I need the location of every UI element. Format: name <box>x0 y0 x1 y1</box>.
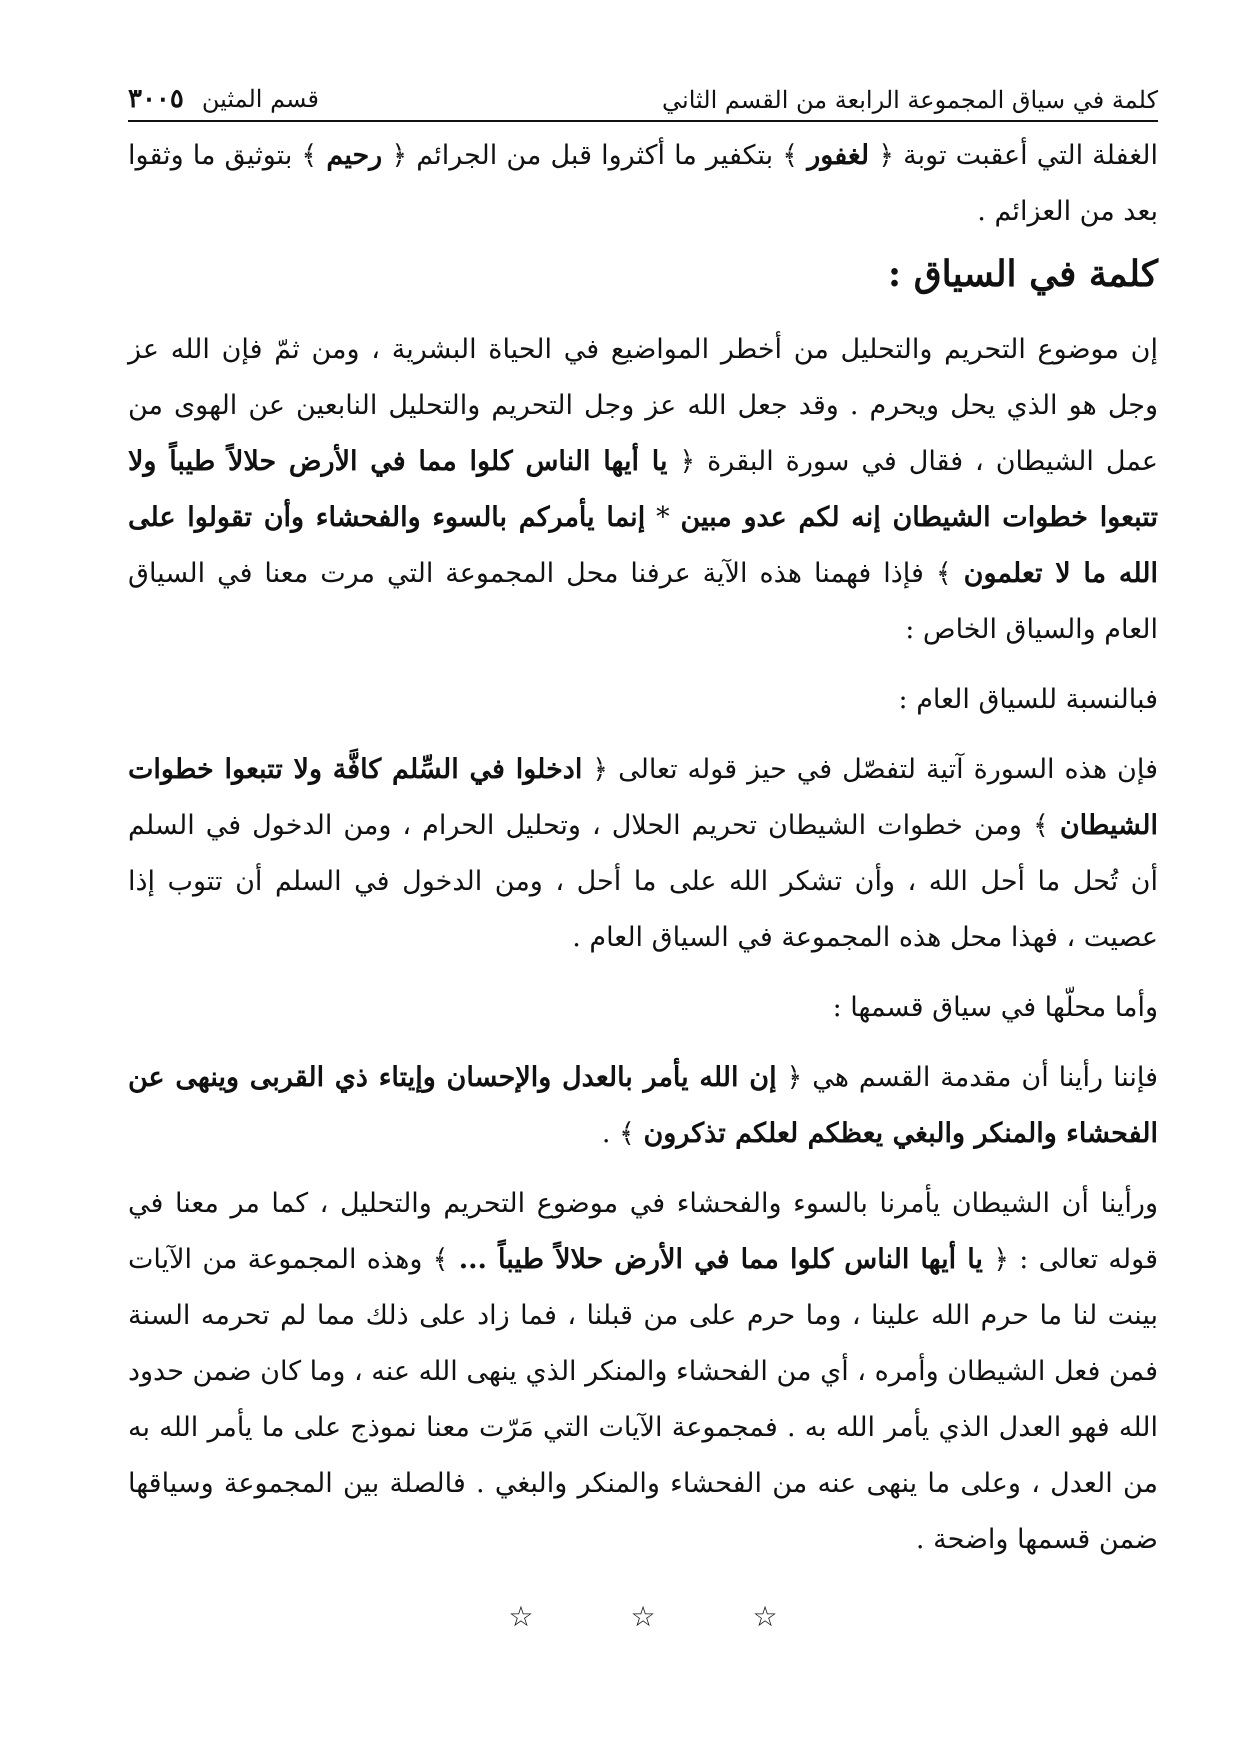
paragraph-continuation <box>128 128 1158 240</box>
quran-verse: يا أيها الناس كلوا مما في الأرض حلالاً طيباً ... <box>458 1244 983 1275</box>
text-run: إن موضوع التحريم والتحليل من أخطر المواضيع في الحياة البشرية ، ومن ثمّ فإن الله عز وجل هو الذي يحل ويحرم . وقد جعل الله عز وجل التحريم والتحليل النابعين عن الهوى من عمل الشيطان ، فقال في سورة البقرة ﴿ <box>128 334 1158 477</box>
header-section: قسم المثين <box>201 85 319 113</box>
star-icon: ☆ <box>508 1600 534 1633</box>
paragraph-section-context: وأما محلّها في سياق قسمها : <box>832 992 1158 1023</box>
text-run: ﴾ ومن خطوات الشيطان تحريم الحلال ، وتحليل الحرام ، ومن الدخول في السلم أن تُحل ما أحل الله ، وأن تشكر الله على ما أحل ، ومن الدخول في السلم أن تتوب إذا عصيت ، فهذا محل هذه المجموعة في السياق العام . <box>128 810 1158 953</box>
text-run: فإن هذه السورة آتية لتفصّل في حيز قوله تعالى ﴿ <box>592 754 1158 785</box>
quran-word: رحيم <box>326 140 383 171</box>
section-title: كلمة في السياق : <box>887 253 1158 295</box>
paragraph-general-context-body <box>128 742 1158 966</box>
text-run: ﴾ وهذه المجموعة من الآيات بينت لنا ما حرم الله علينا ، وما حرم على من قبلنا ، فما زاد على ذلك مما لم تحرمه السنة فمن فعل الشيطان وأمره ، أي من الفحشاء والمنكر الذي ينهى الله عنه ، وما كان ضمن حدود الله فهو العدل الذي يأمر الله به . <box>128 1244 1159 1443</box>
paragraph-general-context: فبالنسبة للسياق العام : <box>898 684 1158 715</box>
text-run: ﴾ بتكفير ما أكثروا قبل من الجرائم ﴿ <box>391 140 799 171</box>
star-icon: ☆ <box>630 1600 656 1633</box>
text-run: ﴾ بتوثيق ما وثقوا بعد من العزائم . <box>128 140 1158 227</box>
quran-verse: إنما يأمركم بالسوء والفحشاء وأن تقولوا على الله ما لا تعلمون <box>128 502 1158 589</box>
text-run: فإننا رأينا أن مقدمة القسم هي ﴿ <box>786 1062 1159 1093</box>
text-run: ﴾ . <box>601 1118 635 1149</box>
quran-word: لغفور <box>807 140 870 171</box>
text-run: ﴾ فإذا فهمنا هذه الآية عرفنا محل المجموعة التي مرت معنا في السياق العام والسياق الخاص : <box>128 558 1158 645</box>
section-end-stars <box>128 1600 1158 1633</box>
book-page <box>128 70 1158 1633</box>
quran-verse: إن الله يأمر بالعدل والإحسان وإيتاء ذي القربى وينهى عن الفحشاء والمنكر والبغي يعظكم لعلكم تذكرون <box>128 1062 1158 1149</box>
page-number: ٣٠٠٥ <box>128 84 184 114</box>
paragraph-section-intro <box>128 1050 1158 1162</box>
quran-verse: ادخلوا في السِّلم كافَّة ولا تتبعوا خطوات الشيطان <box>128 754 1158 841</box>
paragraph-conclusion <box>128 1176 1158 1568</box>
running-header <box>128 70 1158 122</box>
quran-verse: يا أيها الناس كلوا مما في الأرض حلالاً طيباً ولا تتبعوا خطوات الشيطان إنه لكم عدو مبين <box>128 446 1158 533</box>
header-left <box>128 84 319 114</box>
header-title: كلمة في سياق المجموعة الرابعة من القسم الثاني <box>662 86 1158 114</box>
verse-separator: * <box>656 502 670 533</box>
text-run: ورأينا أن الشيطان يأمرنا بالسوء والفحشاء في موضوع التحريم والتحليل ، كما مر معنا في قوله تعالى : ﴿ <box>128 1188 1158 1275</box>
text-run: الغفلة التي أعقبت توبة ﴿ <box>878 140 1159 171</box>
text-run: فمجموعة الآيات التي مَرّت معنا نموذج على ما يأمر الله به من العدل ، وعلى ما ينهى عنه من الفحشاء والمنكر والبغي . فالصلة بين المجموعة وسياقها ضمن قسمها واضحة . <box>128 1412 1158 1555</box>
star-icon: ☆ <box>752 1600 778 1633</box>
paragraph-intro <box>128 322 1158 658</box>
